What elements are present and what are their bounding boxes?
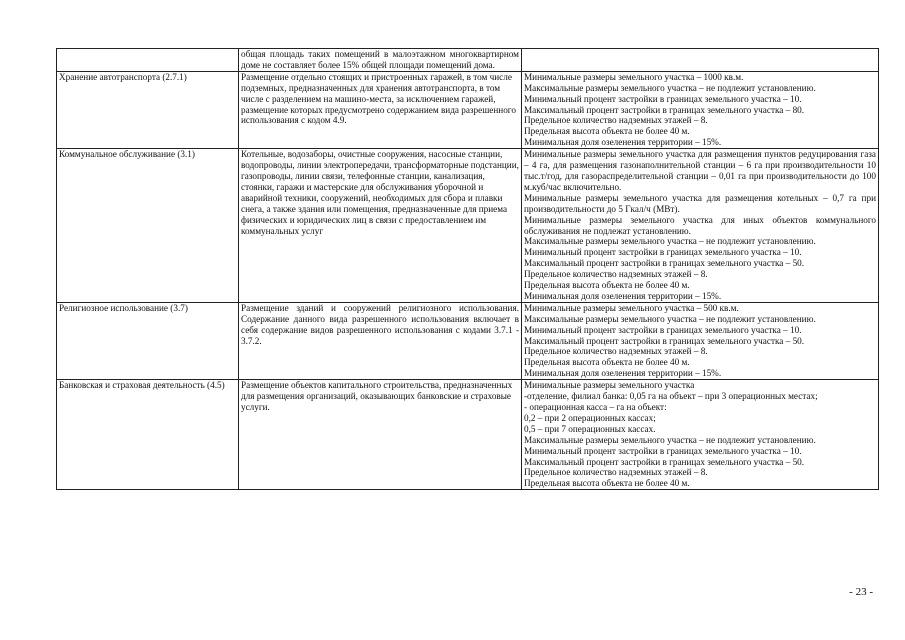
parameter-line: Максимальные размеры земельного участка – не подлежит установлению.: [524, 434, 816, 445]
parameter-line: Предельная высота объекта не более 40 м.: [524, 478, 690, 489]
land-use-regulations-table: [56, 48, 879, 490]
parameter-line: Предельная высота объекта не более 40 м.: [524, 280, 690, 291]
parameter-line: Минимальный процент застройки в границах земельного участка – 10.: [524, 445, 802, 456]
parameter-line: Минимальный процент застройки в границах земельного участка – 10.: [524, 93, 802, 104]
parameter-paragraph: Минимальные размеры земельного участка для размещения пунктов редуцирования газа – 4 га, для размещения газонаполнительной станции – 6 га при производительности 10 тыс.т/год, для газораспределительной станции – 0,01 га при производительности до 100 м.куб/час включительно.: [524, 149, 876, 192]
parameter-line: 0,2 – при 2 операционных кассах;: [524, 412, 656, 423]
parameter-line: Минимальный процент застройки в границах земельного участка – 10.: [524, 247, 802, 258]
table-row: [57, 149, 879, 303]
parameter-line: Максимальный процент застройки в границах земельного участка – 50.: [524, 258, 805, 269]
parameter-line: Максимальный процент застройки в границах земельного участка – 50.: [524, 335, 805, 346]
parameter-line: Предельное количество надземных этажей – 8.: [524, 269, 708, 280]
parameter-paragraph: Минимальные размеры земельного участка для размещения котельных – 0,7 га при производительности до 5 Гкал/ч (МВт).: [524, 192, 876, 214]
parameter-line: Предельная высота объекта не более 40 м.: [524, 126, 690, 137]
table-row: [57, 380, 879, 490]
parameter-line: Предельное количество надземных этажей – 8.: [524, 115, 708, 126]
parameter-line: 0,5 – при 7 операционных кассах.: [524, 423, 656, 434]
parameter-line: Минимальная доля озеленения территории – 15%.: [524, 137, 722, 148]
page-number: - 23 -: [849, 586, 873, 598]
parameters-cell: [522, 71, 879, 148]
parameter-line: Предельное количество надземных этажей – 8.: [524, 467, 708, 478]
table-row: [57, 71, 879, 148]
use-description-cell: Размещение объектов капитального строительства, предназначенных для размещения организаций, оказывающих банковские и страховые услуги.: [239, 380, 522, 490]
table-row: [57, 302, 879, 379]
parameter-line: Максимальные размеры земельного участка – не подлежит установлению.: [524, 236, 816, 247]
parameters-cell: [522, 49, 879, 72]
parameter-line: Максимальный процент застройки в границах земельного участка – 80.: [524, 104, 805, 115]
parameter-line: Максимальный процент застройки в границах земельного участка – 50.: [524, 456, 805, 467]
parameter-line: Максимальные размеры земельного участка – не подлежит установлению.: [524, 82, 816, 93]
use-description-cell: Котельные, водозаборы, очистные сооружения, насосные станции, водопроводы, линии электропередачи, трансформаторные подстанции, газопроводы, линии связи, телефонные станции, канализация, стоянки, гаражи и мастерские для обслуживания уборочной и аварийной техники, сооружений, необходимых для сбора и плавки снега, а также здания или помещения, предназначенные для приема физических и юридических лиц в связи с предоставлением им коммунальных услуг: [239, 149, 522, 303]
parameter-line: Минимальный процент застройки в границах земельного участка – 10.: [524, 324, 802, 335]
use-description-cell: Размещение отдельно стоящих и пристроенных гаражей, в том числе подземных, предназначенных для хранения автотранспорта, в том числе с разделением на машино-места, за исключением гаражей, размещение которых предусмотрено содержанием вида разрешенного использования с кодом 4.9.: [239, 71, 522, 148]
use-description-cell: общая площадь таких помещений в малоэтажном многоквартирном доме не составляет более 15% общей площади помещений дома.: [239, 49, 522, 72]
parameter-line: Предельная высота объекта не более 40 м.: [524, 357, 690, 368]
land-use-type-cell: Банковская и страховая деятельность (4.5): [57, 380, 239, 490]
parameter-line: Минимальные размеры земельного участка: [524, 380, 695, 391]
land-use-type-cell: Религиозное использование (3.7): [57, 302, 239, 379]
land-use-type-cell: Коммунальное обслуживание (3.1): [57, 149, 239, 303]
parameter-line: Минимальная доля озеленения территории – 15%.: [524, 368, 722, 379]
parameters-cell: [522, 302, 879, 379]
parameter-line: - операционная касса – га на объект:: [524, 402, 667, 412]
parameter-line: Максимальные размеры земельного участка – не подлежит установлению.: [524, 313, 816, 324]
parameter-line: Минимальные размеры земельного участка – 1000 кв.м.: [524, 71, 744, 82]
parameter-line: Предельное количество надземных этажей – 8.: [524, 346, 708, 357]
parameter-paragraph: Минимальные размеры земельного участка для иных объектов коммунального обслуживания не подлежат установлению.: [524, 214, 876, 236]
table-row: [57, 49, 879, 72]
land-use-type-cell: Хранение автотранспорта (2.7.1): [57, 71, 239, 148]
parameters-cell: [522, 380, 879, 490]
land-use-type-cell: [57, 49, 239, 72]
parameter-line: Минимальная доля озеленения территории – 15%.: [524, 290, 722, 301]
use-description-cell: Размещение зданий и сооружений религиозного использования. Содержание данного вида разрешенного использования включает в себя содержание видов разрешенного использования с кодами 3.7.1 - 3.7.2.: [239, 302, 522, 379]
parameter-line: Минимальные размеры земельного участка – 500 кв.м.: [524, 302, 739, 313]
parameters-cell: [522, 149, 879, 303]
parameter-line: -отделение, филиал банка: 0,05 га на объект – при 3 операционных местах;: [524, 391, 818, 402]
